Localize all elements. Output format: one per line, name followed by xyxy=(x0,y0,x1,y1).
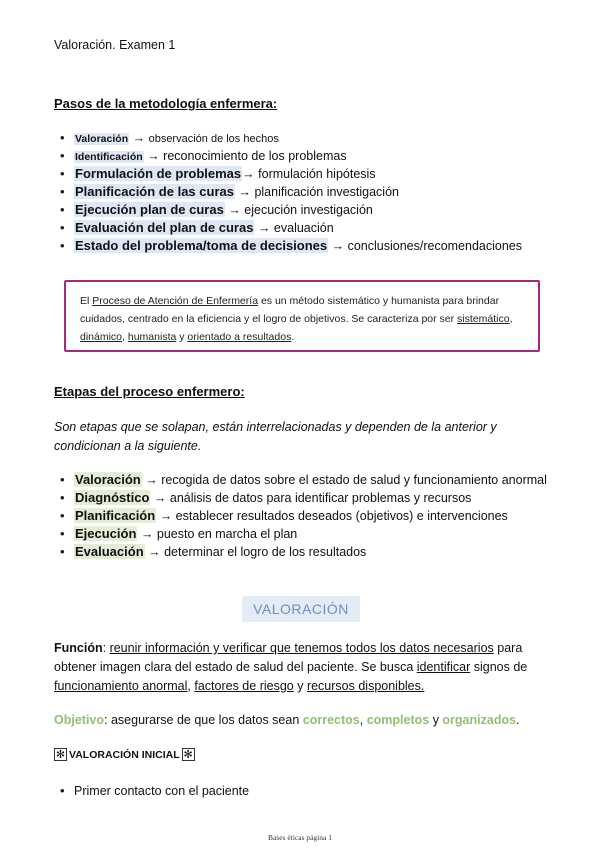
underlined-text: factores de riesgo xyxy=(194,679,294,693)
separator: y xyxy=(429,713,443,727)
separator: . xyxy=(291,331,295,343)
arrow-icon: → xyxy=(145,473,158,487)
objetivo-label: Objetivo xyxy=(54,713,105,727)
green-keyword: completos xyxy=(366,713,430,727)
underlined-text: reunir información y verificar que tenemos todos los datos necesarios xyxy=(109,641,494,655)
section-title-valoracion: VALORACIÓN xyxy=(242,596,360,622)
stage-term: Valoración xyxy=(75,472,141,487)
list-item xyxy=(56,543,547,561)
list-item xyxy=(56,237,522,255)
stage-term: Diagnóstico xyxy=(75,490,150,505)
arrow-icon: → xyxy=(147,149,160,163)
arrow-icon: → xyxy=(140,527,154,541)
list-item xyxy=(56,782,249,800)
list-item xyxy=(56,507,547,525)
step-desc: formulación hipótesis xyxy=(258,167,376,181)
list-item xyxy=(56,147,522,165)
stage-desc: establecer resultados deseados (objetivos) e intervenciones xyxy=(175,509,508,523)
green-keyword: organizados xyxy=(442,713,517,727)
separator: y xyxy=(176,331,188,343)
keyword: sistemático xyxy=(457,313,510,325)
list-item xyxy=(56,219,522,237)
boxed-asterisk-icon: ✻ xyxy=(55,749,66,761)
stage-term: Planificación xyxy=(75,508,156,523)
stage-desc: puesto en marcha el plan xyxy=(156,527,298,541)
step-desc: ejecución investigación xyxy=(244,203,373,217)
step-term: Identificación xyxy=(75,151,143,163)
valoracion-inicial-title: VALORACIÓN INICIAL xyxy=(69,748,180,761)
separator: , xyxy=(122,331,128,343)
steps-list xyxy=(56,129,522,255)
step-desc: observación de los hechos xyxy=(148,133,279,145)
paragraph-text: signos de xyxy=(470,660,528,674)
valoracion-inicial-heading xyxy=(54,748,195,761)
step-term: Evaluación del plan de curas xyxy=(75,220,254,235)
separator: : xyxy=(102,641,110,655)
step-desc: reconocimiento de los problemas xyxy=(163,149,347,163)
separator: . xyxy=(516,713,520,727)
stages-list xyxy=(56,471,547,561)
keyword: humanista xyxy=(127,331,177,343)
stage-term: Ejecución xyxy=(75,526,137,541)
underlined-text: identificar xyxy=(416,660,471,674)
arrow-icon: → xyxy=(148,545,161,559)
step-term: Formulación de problemas xyxy=(75,166,242,181)
underlined-text: recursos disponibles. xyxy=(306,679,425,693)
box-text: es un método sistemático y humanista para brindar cuidados, centrado en la eficiencia y el logro de objetivos. Se caracteriza por ser xyxy=(80,295,500,325)
paragraph-text: : asegurarse de que los datos sean xyxy=(104,713,303,727)
stages-intro: Son etapas que se solapan, están interrelacionadas y dependen de la anterior y condicionan a la siguiente. xyxy=(54,420,497,453)
paragraph-text: y xyxy=(293,679,307,693)
list-item xyxy=(56,489,547,507)
arrow-icon: → xyxy=(257,221,271,235)
step-desc: conclusiones/recomendaciones xyxy=(347,239,523,253)
arrow-icon: → xyxy=(242,167,255,181)
step-desc: planificación investigación xyxy=(254,185,399,199)
box-text: El xyxy=(80,295,93,307)
list-item xyxy=(56,165,522,183)
green-keyword: correctos xyxy=(302,713,360,727)
arrow-icon: → xyxy=(238,185,251,199)
arrow-icon: → xyxy=(132,131,146,145)
objetivo-paragraph xyxy=(54,711,564,730)
list-item-text: Primer contacto con el paciente xyxy=(74,784,250,798)
step-term: Estado del problema/toma de decisiones xyxy=(75,238,328,253)
steps-heading: Pasos de la metodología enfermera: xyxy=(54,96,278,111)
stage-desc: recogida de datos sobre el estado de salud y funcionamiento anormal xyxy=(161,473,547,487)
stage-desc: determinar el logro de los resultados xyxy=(164,545,367,559)
arrow-icon: → xyxy=(153,491,167,505)
keyword: dinámico xyxy=(80,331,123,343)
paragraph-text: para obtener imagen clara del estado de salud del paciente. Se busca xyxy=(54,641,523,674)
step-term: Valoración xyxy=(75,133,129,145)
step-term: Planificación de las curas xyxy=(75,184,234,199)
paragraph-text: , xyxy=(187,679,195,693)
page-footer: Bases éticas página 1 xyxy=(268,833,332,842)
underlined-text: funcionamiento anormal xyxy=(54,679,188,693)
list-item xyxy=(56,525,547,543)
stage-term: Evaluación xyxy=(75,544,144,559)
list-item xyxy=(56,183,522,201)
funcion-label: Función xyxy=(54,641,103,655)
pae-definition-box xyxy=(64,280,540,352)
separator: , xyxy=(509,313,513,325)
pae-term: Proceso de Atención de Enfermería xyxy=(92,295,259,307)
arrow-icon: → xyxy=(331,239,345,253)
stage-desc: análisis de datos para identificar problemas y recursos xyxy=(169,491,472,505)
list-item xyxy=(56,129,522,147)
keyword: orientado a resultados xyxy=(187,331,292,343)
arrow-icon: → xyxy=(228,203,241,217)
stages-heading: Etapas del proceso enfermero: xyxy=(54,384,245,399)
list-item xyxy=(56,201,522,219)
separator: , xyxy=(359,713,367,727)
funcion-paragraph xyxy=(54,639,564,696)
valoracion-inicial-list xyxy=(56,782,249,800)
document-title: Valoración. Examen 1 xyxy=(54,38,176,52)
boxed-asterisk-icon: ✻ xyxy=(183,749,193,761)
list-item xyxy=(56,471,547,489)
step-desc: evaluación xyxy=(273,221,334,235)
step-term: Ejecución plan de curas xyxy=(75,202,224,217)
arrow-icon: → xyxy=(159,509,173,523)
